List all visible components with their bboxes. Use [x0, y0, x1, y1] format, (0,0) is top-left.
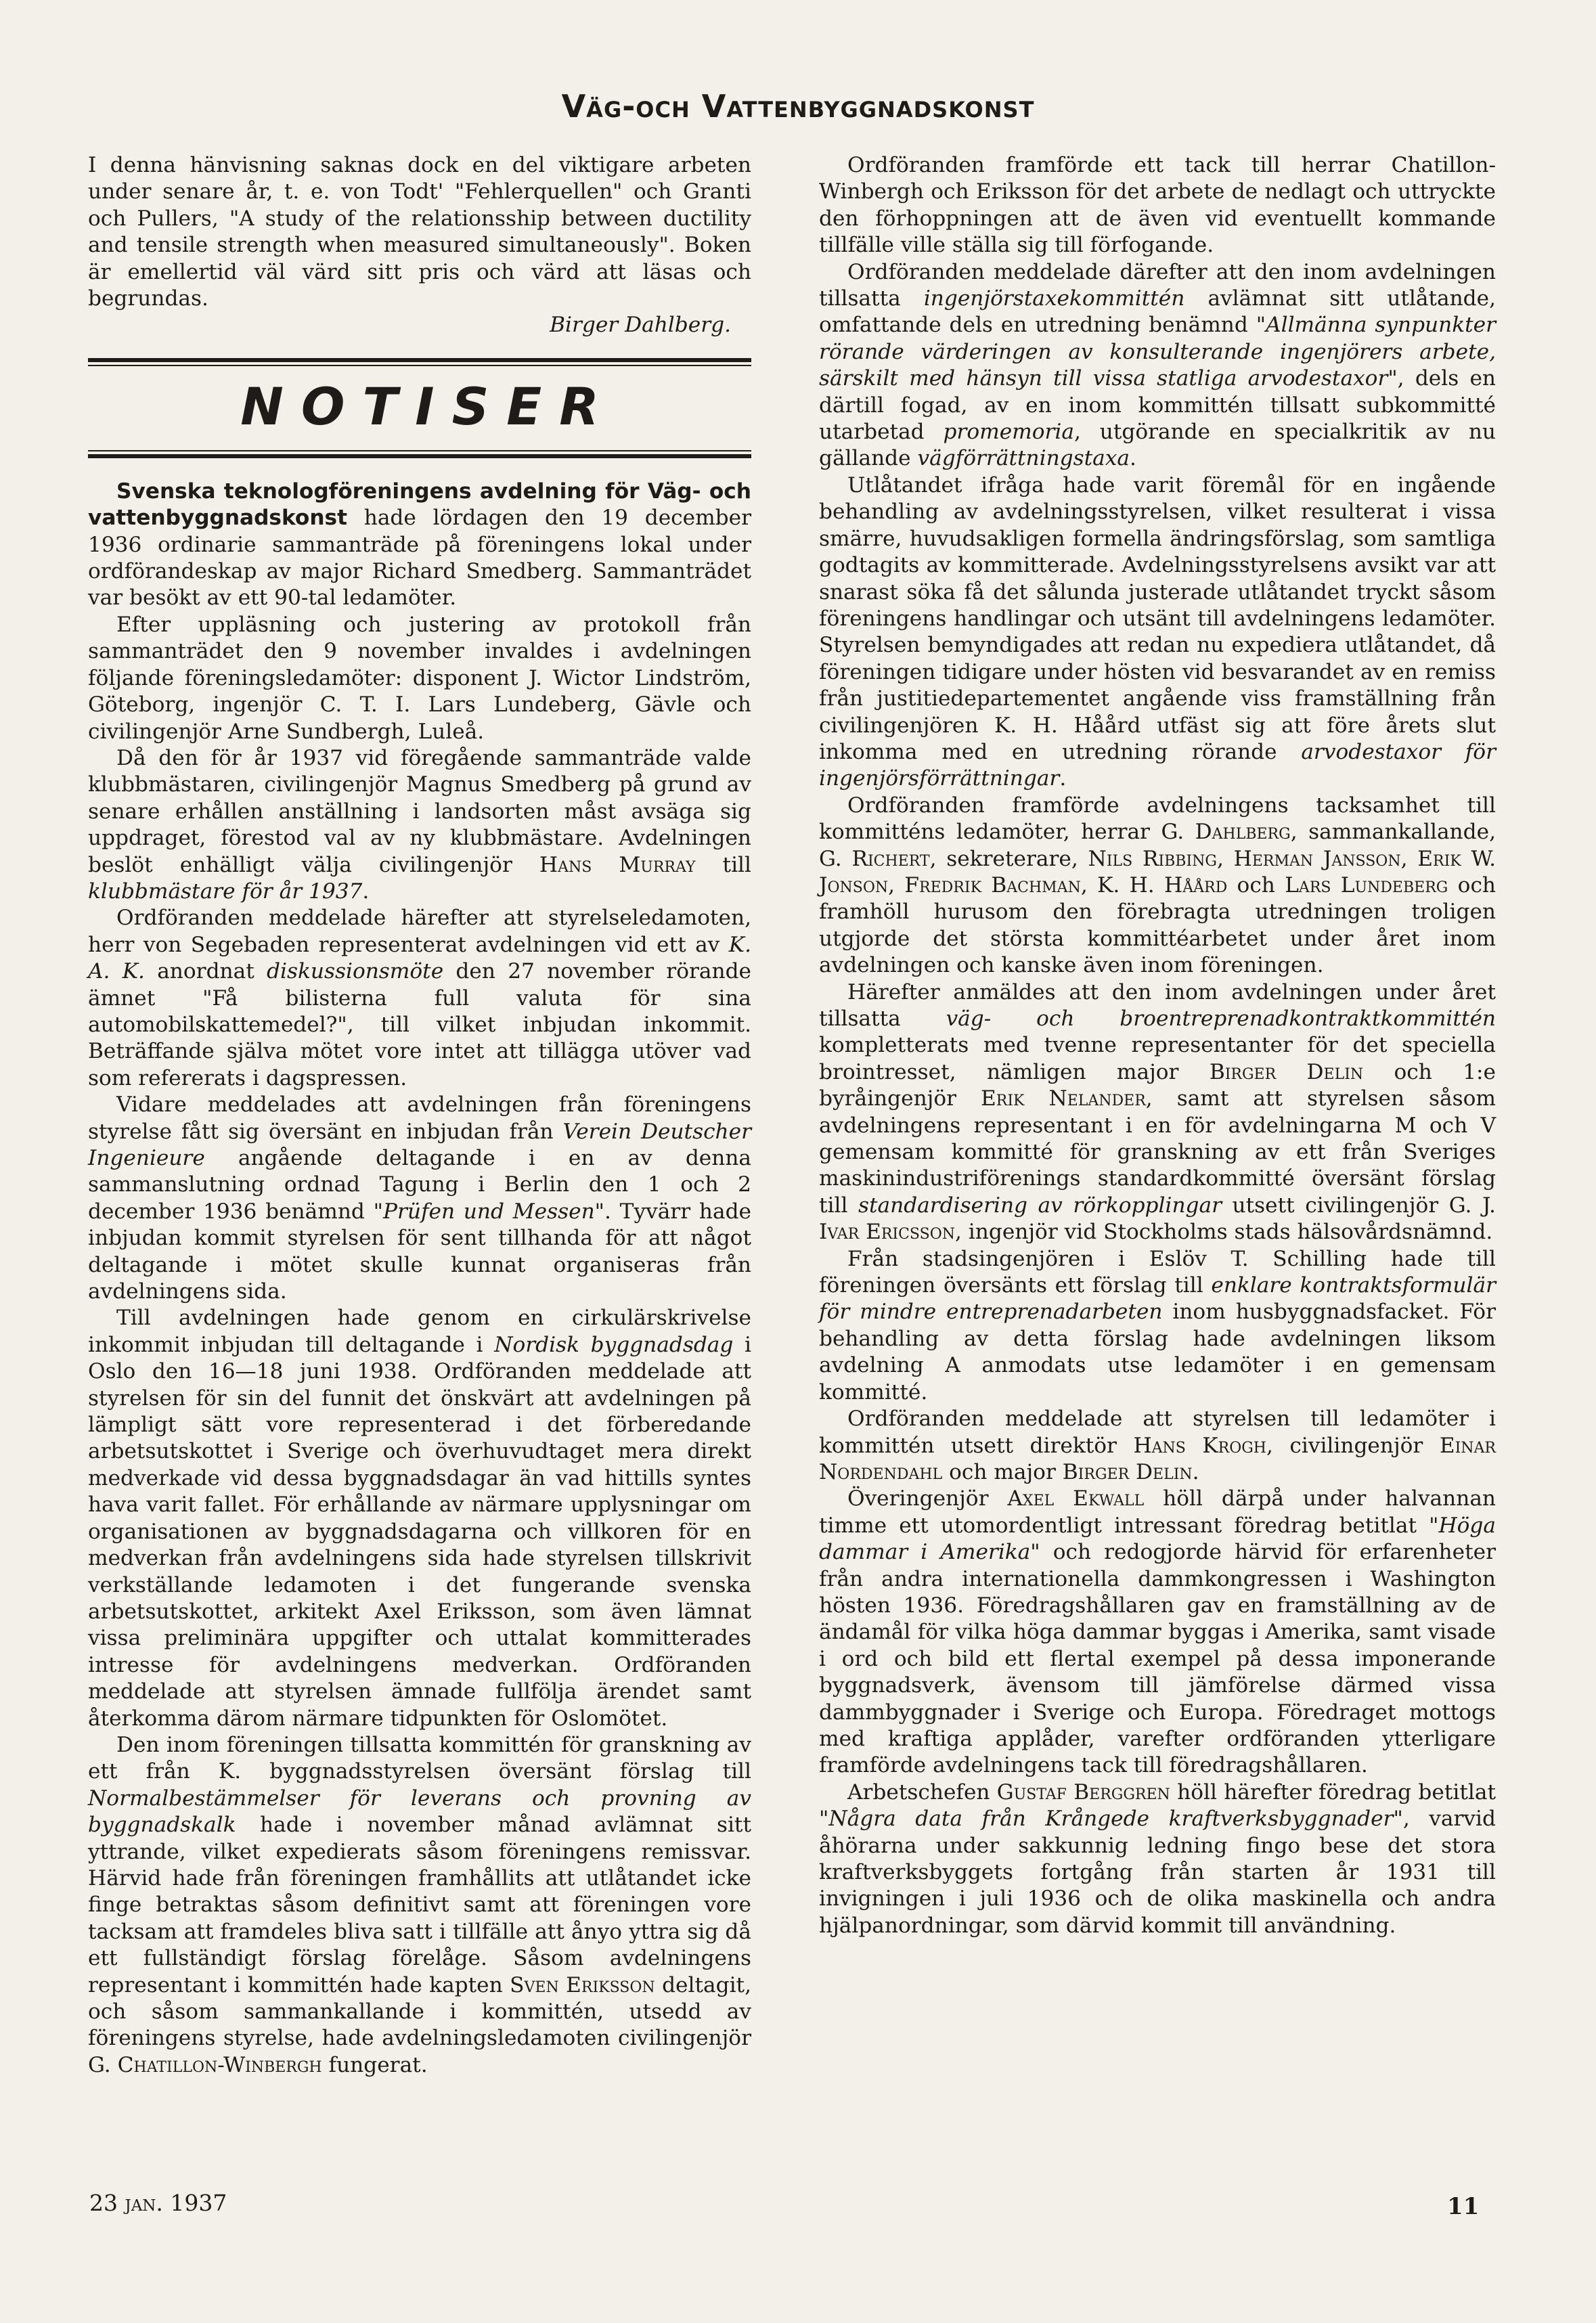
text-run: avlämnat sitt utlåtande, omfattande dels en utredning benämnd: [819, 286, 1496, 338]
text-run: angående deltagande i en av denna sammanslutning ordnad Tagung i Berlin den 1 och 2 december 1936 benämnd: [88, 1146, 751, 1224]
text-run: höll därpå under halvannan timme ett utomordentligt intressant föredrag betitlat: [819, 1486, 1496, 1538]
text-run: Från stadsingenjören i Eslöv T. Schilling hade till föreningen översänts ett förslag till: [819, 1246, 1496, 1298]
person-name: Birger Delin: [1062, 1459, 1193, 1484]
person-name: Birger Delin: [1209, 1059, 1364, 1084]
text-run: hade i november månad avlämnat sitt yttrande, vilket expedierats såsom föreningens remissvar. Härvid hade från föreningen framhållits att utlåtandet icke finge betraktas såsom definitivt samt att föreningen vore tacksam att framdeles bliva satt i tillfälle att ånyo yttra sig då ett fullständigt förslag förelåge. Såsom avdelningens representant i kommittén hade kapten: [88, 1813, 751, 1997]
notice-paragraph-3: [88, 745, 751, 905]
text-run: Arbetschefen: [847, 1779, 997, 1805]
person-name: Nils Ribbing: [1088, 846, 1217, 871]
text-run: och: [1227, 872, 1285, 898]
text-run: , samt att styrelsen såsom avdelningens representant i en för avdelningarna M och V gemensam kommitté för granskning av ett från Sveriges maskinindustriförenings standardkommitté översänt förslag till: [819, 1086, 1496, 1218]
person-name: Hans Krogh: [1133, 1433, 1266, 1458]
notice-paragraph-14: [819, 1406, 1496, 1486]
notice-paragraph-10: [819, 472, 1496, 793]
page-number: 11: [1447, 2193, 1480, 2220]
person-name: Gustaf Berggren: [996, 1779, 1170, 1805]
person-name: Erik W. Jonson: [819, 846, 1496, 898]
notice-paragraph-6: [88, 1305, 751, 1732]
text-run: Den inom föreningen tillsatta kommittén för granskning av ett från K. byggnadsstyrelsen översänt förslag till: [88, 1732, 751, 1784]
text-run: , ingenjör vid Stockholms stads hälsovårdsnämnd.: [954, 1220, 1493, 1245]
notiser-title: NOTISER: [240, 376, 617, 437]
italic-run: enklare kontraktsformulär för mindre entreprenadarbeten: [819, 1273, 1496, 1325]
text-run: den 27 november rörande ämnet "Få bilisterna full valuta för sina automobilskattemedel?", till vilket inbjudan inkommit. Beträffande själva mötet vore intet att tillägga utöver vad som refererats i dagspressen.: [88, 959, 751, 1090]
notice-paragraph-15: [819, 1486, 1496, 1779]
text-run: Ordföranden meddelade att styrelsen till ledamöter i kommittén utsett direktör: [819, 1407, 1496, 1458]
notice-paragraph-5: [88, 1092, 751, 1305]
text-run: , dels en därtill fogad, av en inom kommittén tillsatt subkommitté utarbetad: [819, 366, 1496, 445]
text-run: Ordföranden meddelade därefter att den inom avdelningen tillsatta: [819, 259, 1496, 311]
notice-paragraph-4: [88, 905, 751, 1092]
person-name: Fredrik Bachman: [904, 872, 1081, 898]
notice-paragraph-1: [88, 479, 751, 612]
text-run: till: [695, 852, 752, 877]
italic-run: standardisering av rörkopplingar: [858, 1193, 1222, 1218]
italic-run: "Några data från Krångede kraftverksbyggnader": [819, 1807, 1403, 1832]
lead-in-bold: Svenska teknologföreningens avdelning för Väg- och vattenbyggnadskonst: [88, 479, 751, 531]
notice-paragraph-11: [819, 793, 1496, 979]
person-name: Sven Eriksson: [510, 1972, 655, 1997]
text-run: , utgörande en specialkritik av nu gällande: [819, 420, 1496, 471]
text-run: , varvid åhörarna under sakkunnig ledning fingo bese det stora kraftverksbyggets fortgång från starten år 1931 till invigningen i juli 1936 och de olika maskinella och andra hjälpanordningar, som därvid kommit till användning.: [819, 1807, 1496, 1938]
text-run: , sekreterare,: [929, 846, 1088, 871]
person-name: Lars Lundeberg: [1285, 872, 1448, 898]
heading-rule-bottom-thin: [88, 450, 751, 451]
person-name: Herman Jansson: [1233, 846, 1401, 871]
text-run: ,: [888, 872, 905, 898]
notiser-heading-block: [88, 358, 751, 458]
italic-run: arvodestaxor för ingenjörsförrättningar: [819, 739, 1496, 791]
person-name: Chatillon-Winbergh: [117, 2052, 322, 2077]
text-run: Överingenjör: [847, 1486, 1008, 1511]
text-run: Ordföranden meddelade härefter att styrelseledamoten, herr von Segebaden representerat avdelningen vid ett av: [88, 906, 751, 957]
italic-run: Verein Deutscher Ingenieure: [88, 1119, 751, 1170]
italic-run: vägförrättningstaxa: [917, 446, 1130, 471]
text-run: . Tyvärr hade inbjudan kommit styrelsen för sent tillhanda för att något deltagande i mötet skulle kunnat organiseras från avdelningens sida.: [88, 1199, 751, 1304]
person-name: Axel Ekwall: [1007, 1486, 1145, 1511]
text-run: .: [1129, 446, 1136, 471]
text-run: anordnat: [144, 959, 267, 984]
italic-run: diskussionsmöte: [267, 959, 444, 984]
heading-rule-bottom: [88, 454, 751, 458]
notice-paragraph-9: [819, 259, 1496, 472]
text-run: inom husbyggnadsfacket. För behandling av detta förslag hade avdelningen liksom avdelning A anmodats utse ledamöter i en gemensam kommitté.: [819, 1300, 1496, 1404]
text-run: .: [1192, 1459, 1199, 1484]
text-run: i Oslo den 16—18 juni 1938. Ordföranden meddelade att styrelsen för sin del funnit det önskvärt att avdelningen på lämpligt sätt vore representerad i det förberedande arbetsutskottet i Sverige och överhuvudtaget mera direkt medverkade vid dessa byggnadsdagar än vad hittills syntes hava varit fallet. För erhållande av närmare upplysningar om organisationen av byggnadsdagarna och villkoren för en medverkan från avdelningens sida hade styrelsen tillskrivit verkställande ledamoten i det fungerande svenska arbetsutskottet, arkitekt Axel Eriksson, som även lämnat vissa preliminära uppgifter och uttalat kommitterades intresse för avdelningens medverkan. Ordföranden meddelade att styrelsen ämnade fullfölja ärendet samt återkomma därom närmare tidpunkten för Oslomötet.: [88, 1332, 752, 1731]
text-run: hade lördagen den 19 december 1936 ordinarie sammanträde på föreningens lokal under ordförandeskap av major Richard Smedberg. Sammanträdet var besökt av ett 90-tal ledamöter.: [88, 506, 751, 611]
issue-date: 23 jan. 1937: [89, 2190, 227, 2216]
italic-run: väg- och broentreprenadkontraktkommittén: [946, 1006, 1496, 1031]
person-name: Dahlberg: [1195, 820, 1291, 845]
italic-run: "Allmänna synpunkter rörande värderingen av konsulterande ingenjörers arbete, särskilt med hänsyn till vissa statliga arvodestaxor": [819, 313, 1496, 391]
text-run: Ordföranden framförde avdelningens tacksamhet till kommitténs ledamöter, herrar G.: [819, 793, 1496, 845]
italic-run: "Prüfen und Messen": [373, 1199, 604, 1224]
left-column: [88, 152, 751, 2079]
text-run: Då den för år 1937 vid föregående sammanträde valde klubbmästaren, civilingenjör Magnus Smedberg på grund av senare erhållen anställning i landsorten måst avsäga sig uppdraget, förestod val av ny klubbmästare. Avdelningen beslöt enhälligt välja civilingenjör: [88, 745, 751, 877]
review-signature: Birger Dahlberg.: [550, 313, 731, 338]
text-run: , sammankallande, G.: [819, 820, 1496, 871]
text-run: .: [362, 879, 370, 904]
notice-paragraph-2: Efter uppläsning och justering av protokoll från sammanträdet den 9 november invaldes i avdelningen följande föreningsledamöter: disponent J. Wictor Lindström, Göteborg, ingenjör C. T. I. Lars Lundeberg, Gävle och civilingenjör Arne Sundbergh, Luleå.: [88, 612, 751, 744]
italic-run: klubbmästare för år 1937: [88, 879, 363, 904]
text-run: ,: [1216, 846, 1234, 871]
text-run: och major: [942, 1459, 1063, 1484]
italic-run: K. A. K.: [88, 932, 751, 984]
text-run: , civilingenjör: [1266, 1433, 1440, 1458]
person-name: Ivar Ericsson: [819, 1220, 955, 1245]
person-name: Richert: [851, 846, 930, 871]
person-name: Hans Murray: [539, 852, 696, 877]
right-column: [819, 152, 1496, 1939]
notice-paragraph-16: [819, 1779, 1496, 1939]
heading-rule-top: [88, 358, 751, 362]
person-name: Håård: [1164, 872, 1228, 898]
italic-run: promemoria: [943, 420, 1074, 445]
text-run: Härefter anmäldes att den inom avdelningen under året tillsatta: [819, 979, 1496, 1031]
text-run: kompletterats med tvenne representanter för det speciella brointresset, nämligen major: [819, 1033, 1496, 1084]
text-run: och framhöll hurusom den förebragta utredningen troligen utgjorde det största kommittéarbetet under året inom avdelningen och kanske även inom föreningen.: [819, 872, 1496, 978]
text-run: .: [1059, 766, 1067, 791]
notice-paragraph-12: [819, 979, 1496, 1246]
text-run: Utlåtandet ifråga hade varit föremål för en ingående behandling av avdelningsstyrelsen, vilket resulterat i vissa smärre, huvudsakligen formella ändringsförslag, som samtliga godtagits av kommitterade. Avdelningsstyrelsens avsikt var att snarast söka få det sålunda justerade utlåtandet tryckt såsom föreningens handlingar och utsänt till avdelningens ledamöter. Styrelsen bemyndigades att redan nu expediera utlåtandet, då föreningen tidigare under hösten vid besvarandet av en remiss från justitiedepartementet angående viss framställning från civilingenjören K. H. Håård utfäst sig att före årets slut inkomma med en utredning rörande: [819, 472, 1496, 764]
text-run: utsett civilingenjör G. J.: [1222, 1193, 1496, 1218]
text-run: , K. H.: [1080, 872, 1165, 898]
text-run: Till avdelningen hade genom en cirkulärskrivelse inkommit inbjudan till deltagande i: [88, 1306, 751, 1357]
text-run: höll härefter föredrag betitlat: [1170, 1779, 1496, 1805]
text-run: ,: [1400, 846, 1418, 871]
notice-paragraph-8: Ordföranden framförde ett tack till herrar Chatillon-Winbergh och Eriksson för det arbete de nedlagt och uttryckte den förhoppningen att de även vid eventuellt kommande tillfälle ville ställa sig till förfogande.: [819, 153, 1496, 258]
notice-paragraph-7: [88, 1732, 751, 2079]
italic-run: ingenjörstaxekommittén: [923, 286, 1185, 311]
italic-run: "Höga dammar i Amerika": [819, 1513, 1496, 1565]
italic-run: Normalbestämmelser för leverans och provning av byggnadskalk: [88, 1786, 751, 1838]
person-name: Erik Nelander: [981, 1086, 1146, 1111]
notice-paragraph-13: [819, 1246, 1496, 1406]
italic-run: Nordisk byggnadsdag: [494, 1332, 734, 1357]
review-ending-paragraph: I denna hänvisning saknas dock en del viktigare arbeten under senare år, t. e. von Todt' "Fehlerquellen" och Granti och Pullers, "A study of the relationsship between ductility and tensile strength when measured simultaneously". Boken är emellertid väl värd sitt pris och värd att läsas och begrundas.: [88, 153, 751, 311]
person-name: Einar Nordendahl: [819, 1433, 1496, 1484]
text-run: Vidare meddelades att avdelningen från föreningens styrelse fått sig översänt en inbjudan från: [88, 1092, 751, 1144]
text-run: deltagit, och såsom sammankallande i kommittén, utsedd av föreningens styrelse, hade avdelningsledamoten civilingenjör G.: [88, 1972, 751, 2077]
text-run: och redogjorde härvid för erfarenheter från andra internationella dammkongressen i Washington hösten 1936. Föredragshållaren gav en framställning av de ändamål för vilka höga dammar byggas i Amerika, samt visade i ord och bild ett flertal exempel på dessa imponerande byggnadsverk, ävensom till jämförelse därmed vissa dammbyggnader i Sverige och Europa. Föredraget mottogs med kraftiga applåder, varefter ordföranden ytterligare framförde avdelningens tack till föredragshållaren.: [819, 1540, 1496, 1778]
text-run: fungerat.: [322, 2052, 428, 2077]
running-title: Väg-och Vattenbyggnadskonst: [561, 88, 1035, 125]
text-run: och 1:e byråingenjör: [819, 1059, 1496, 1111]
